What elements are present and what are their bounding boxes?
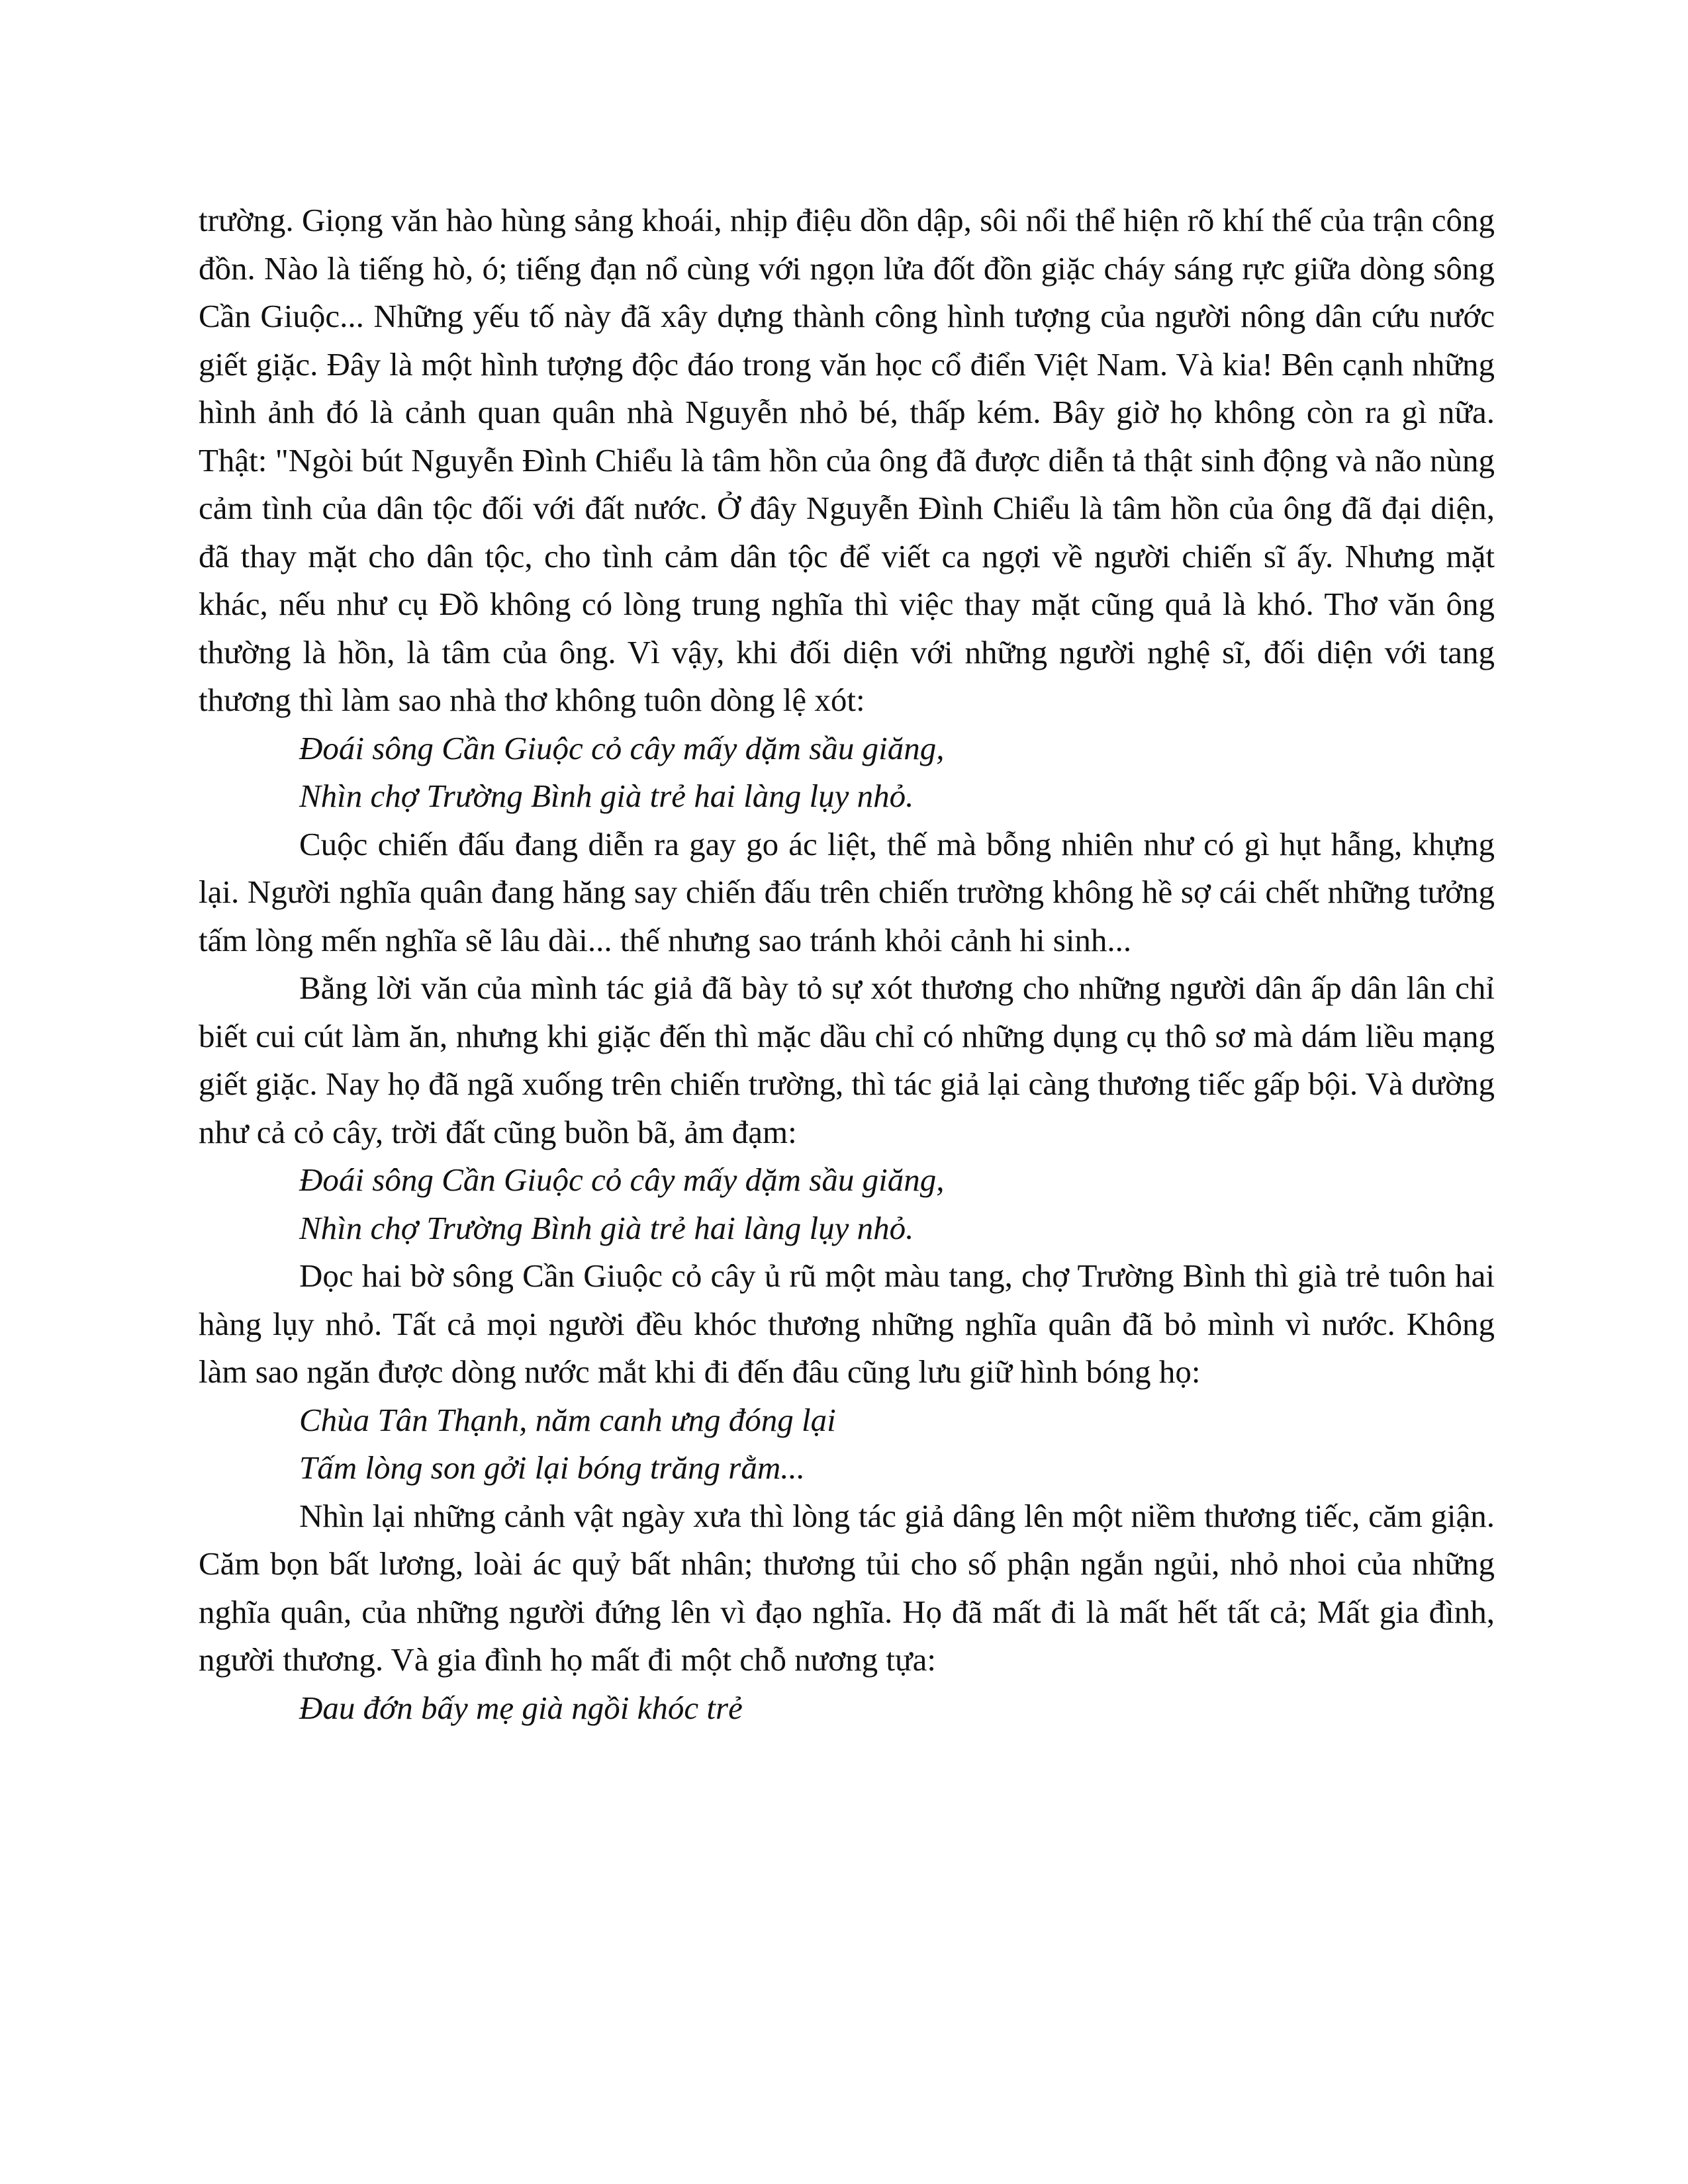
verse-line: Đoái sông Cần Giuộc cỏ cây mấy dặm sầu giăng, [299,1161,945,1198]
essay-body [199,197,1495,1732]
paragraph: Nhìn lại những cảnh vật ngày xưa thì lòng tác giả dâng lên một niềm thương tiếc, căm giận. Căm bọn bất lương, loài ác quỷ bất nhân; thương tủi cho số phận ngắn ngủi, nhỏ nhoi của những nghĩa quân, của những người đứng lên vì đạo nghĩa. Họ đã mất đi là mất hết tất cả; Mất gia đình, người thương. Và gia đình họ mất đi một chỗ nương tựa: [199,1497,1495,1678]
verse-line: Nhìn chợ Trường Bình già trẻ hai làng lụy nhỏ. [299,778,914,814]
paragraph: Bằng lời văn của mình tác giả đã bày tỏ sự xót thương cho những người dân ấp dân lân chỉ biết cui cút làm ăn, nhưng khi giặc đến thì mặc dầu chỉ có những dụng cụ thô sơ mà dám liều mạng giết giặc. Nay họ đã ngã xuống trên chiến trường, thì tác giả lại càng thương tiếc gấp bội. Và dường như cả cỏ cây, trời đất cũng buồn bã, ảm đạm: [199,970,1495,1150]
verse-line: Chùa Tân Thạnh, năm canh ưng đóng lại [299,1401,836,1438]
paragraph: Cuộc chiến đấu đang diễn ra gay go ác liệt, thế mà bỗng nhiên như có gì hụt hẫng, khựng lại. Người nghĩa quân đang hăng say chiến đấu trên chiến trường không hề sợ cái chết những tưởng tấm lòng mến nghĩa sẽ lâu dài... thế nhưng sao tránh khỏi cảnh hi sinh... [199,825,1495,958]
verse-line: Nhìn chợ Trường Bình già trẻ hai làng lụy nhỏ. [299,1209,914,1246]
paragraph-opening: trường. Giọng văn hào hùng sảng khoái, nhịp điệu dồn dập, sôi nổi thể hiện rõ khí thế của trận công đồn. Nào là tiếng hò, ó; tiếng đạn nổ cùng với ngọn lửa đốt đồn giặc cháy sáng rực giữa dòng sông Cần Giuộc... Những yếu tố này đã xây dựng thành công hình tượng của người nông dân cứu nước giết giặc. Đây là một hình tượng độc đáo trong văn học cổ điển Việt Nam. Và kia! Bên cạnh những hình ảnh đó là cảnh quan quân nhà Nguyễn nhỏ bé, thấp kém. Bây giờ họ không còn ra gì nữa. Thật: "Ngòi bút Nguyễn Đình Chiểu là tâm hồn của ông đã được diễn tả thật sinh động và não nùng cảm tình của dân tộc đối với đất nước. Ở đây Nguyễn Đình Chiểu là tâm hồn của ông đã đại diện, đã thay mặt cho dân tộc, cho tình cảm dân tộc để viết ca ngợi về người chiến sĩ ấy. Nhưng mặt khác, nếu như cụ Đồ không có lòng trung nghĩa thì việc thay mặt cũng quả là khó. Thơ văn ông thường là hồn, là tâm của ông. Vì vậy, khi đối diện với những người nghệ sĩ, đối diện với tang thương thì làm sao nhà thơ không tuôn dòng lệ xót: [199,202,1495,718]
verse-line: Tấm lòng son gởi lại bóng trăng rằm... [299,1449,805,1486]
verse-line: Đau đớn bấy mẹ già ngồi khóc trẻ [299,1689,743,1726]
verse-line: Đoái sông Cần Giuộc cỏ cây mấy dặm sầu giăng, [299,729,945,766]
paragraph: Dọc hai bờ sông Cần Giuộc cỏ cây ủ rũ một màu tang, chợ Trường Bình thì già trẻ tuôn hai hàng lụy nhỏ. Tất cả mọi người đều khóc thương những nghĩa quân đã bỏ mình vì nước. Không làm sao ngăn được dòng nước mắt khi đi đến đâu cũng lưu giữ hình bóng họ: [199,1257,1495,1390]
